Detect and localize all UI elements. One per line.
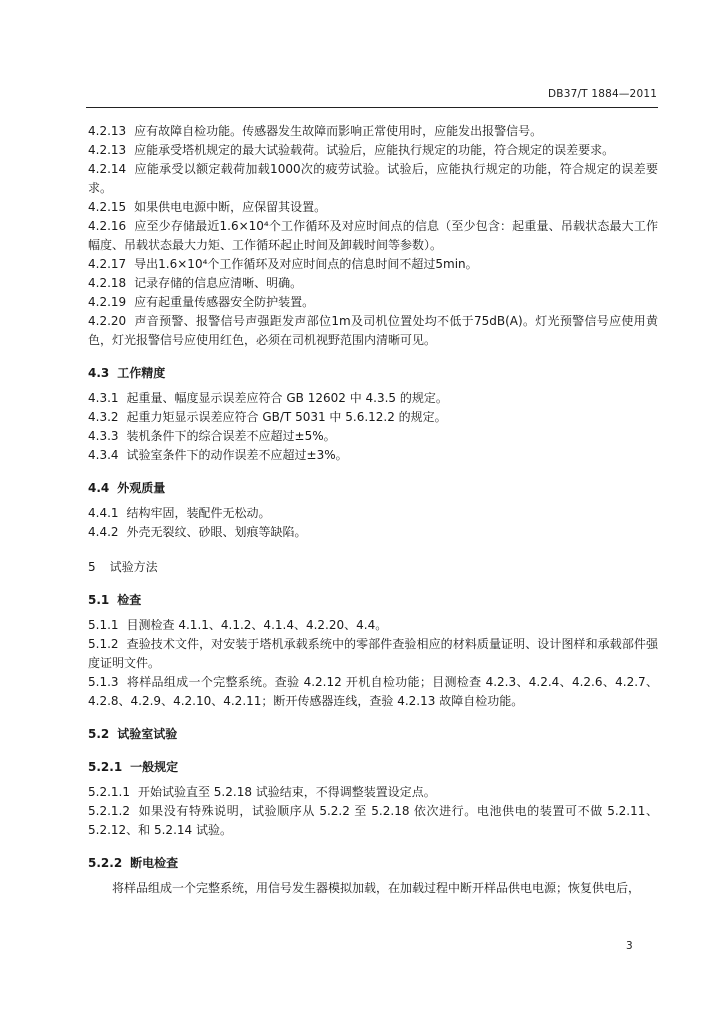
heading-number: 5.2.1: [88, 760, 123, 774]
clause-number: 5.2.1.1: [88, 785, 130, 799]
section-heading-4-3: [88, 364, 658, 383]
clause-text: 应有故障自检功能。传感器发生故障而影响正常使用时，应能发出报警信号。: [134, 124, 543, 138]
paragraph-5-2-2: 将样品组成一个完整系统，用信号发生器模拟加载，在加载过程中断开样品供电电源；恢复供电后，: [112, 881, 641, 895]
clause-text: 试验室条件下的动作误差不应超过±3%。: [126, 448, 348, 462]
clause-text: 应能承受以额定载荷加载1000次的疲劳试验。试验后，应能执行规定的功能，符合规定的误差要求。: [88, 162, 658, 195]
clause-text: 导出1.6×10⁴个工作循环及对应时间点的信息时间不超过5min。: [134, 257, 478, 271]
clause-4-3-4: [88, 446, 658, 465]
heading-number: 5.2: [88, 727, 110, 741]
clause-number: 4.2.14: [88, 162, 127, 176]
clause-number: 5.2.1.2: [88, 804, 130, 818]
clause-4-3-1: [88, 389, 658, 408]
clause-4-3-3: [88, 427, 658, 446]
clause-text: 应能承受塔机规定的最大试验载荷。试验后，应能执行规定的功能，符合规定的误差要求。: [134, 143, 615, 157]
clause-number: 4.4.1: [88, 506, 119, 520]
header-rule: [86, 107, 658, 108]
clause-5-2-1-2: [88, 802, 658, 840]
heading-number: 5: [88, 560, 96, 574]
clause-number: 4.3.4: [88, 448, 119, 462]
section-heading-5-2-2: [88, 854, 658, 873]
heading-text: 工作精度: [117, 366, 166, 380]
heading-text: 试验方法: [109, 560, 158, 574]
clause-4-2-20: [88, 312, 658, 350]
heading-text: 检查: [117, 593, 142, 607]
clause-text: 起重量、幅度显示误差应符合 GB 12602 中 4.3.5 的规定。: [126, 391, 448, 405]
clause-4-4-2: [88, 523, 658, 542]
heading-number: 4.4: [88, 481, 110, 495]
clause-number: 4.2.13: [88, 143, 127, 157]
clause-number: 4.2.20: [88, 314, 127, 328]
heading-number: 5.1: [88, 593, 110, 607]
clause-4-4-1: [88, 504, 658, 523]
clause-number: 4.2.19: [88, 295, 127, 309]
clause-text: 查验技术文件，对安装于塔机承载系统中的零部件查验相应的材料质量证明、设计图样和承载部件强度证明文件。: [88, 637, 658, 670]
clause-number: 4.3.3: [88, 429, 119, 443]
clause-text: 结构牢固，装配件无松动。: [126, 506, 271, 520]
document-body: [88, 122, 658, 898]
clause-number: 4.3.2: [88, 410, 119, 424]
clause-text: 如果供电电源中断，应保留其设置。: [134, 200, 327, 214]
clause-number: 4.2.15: [88, 200, 127, 214]
heading-text: 试验室试验: [117, 727, 178, 741]
clause-5-2-1-1: [88, 783, 658, 802]
clause-number: 4.3.1: [88, 391, 119, 405]
clause-number: 5.1.2: [88, 637, 119, 651]
clause-number: 5.1.1: [88, 618, 119, 632]
section-heading-5-2: [88, 725, 658, 744]
clause-4-2-17: [88, 255, 658, 274]
page-number: 3: [626, 940, 633, 952]
clause-number: 4.2.16: [88, 219, 127, 233]
clause-5-1-3: [88, 673, 658, 711]
clause-text: 开始试验直至 5.2.18 试验结束，不得调整装置设定点。: [137, 785, 436, 799]
heading-text: 一般规定: [130, 760, 179, 774]
clause-4-2-15: [88, 198, 658, 217]
clause-number: 5.1.3: [88, 675, 119, 689]
section-heading-4-4: [88, 479, 658, 498]
clause-text: 起重力矩显示误差应符合 GB/T 5031 中 5.6.12.2 的规定。: [126, 410, 447, 424]
clause-4-2-13a: [88, 122, 658, 141]
clause-4-2-16: [88, 217, 658, 255]
clause-4-2-18: [88, 274, 658, 293]
heading-number: 5.2.2: [88, 856, 123, 870]
clause-text: 声音预警、报警信号声强距发声部位1m及司机位置处均不低于75dB(A)。灯光预警信号应使用黄色，灯光报警信号应使用红色，必须在司机视野范围内清晰可见。: [88, 314, 658, 347]
chapter-heading-5: [88, 558, 658, 577]
clause-4-2-14: [88, 160, 658, 198]
clause-text: 目测检查 4.1.1、4.1.2、4.1.4、4.2.20、4.4。: [126, 618, 388, 632]
clause-4-2-19: [88, 293, 658, 312]
clause-5-1-2: [88, 635, 658, 673]
clause-text: 应至少存储最近1.6×10⁴个工作循环及对应时间点的信息（至少包含：起重量、吊载状态最大工作幅度、吊载状态最大力矩、工作循环起止时间及卸载时间等参数）。: [88, 219, 658, 252]
section-heading-5-1: [88, 591, 658, 610]
clause-text: 装机条件下的综合误差不应超过±5%。: [126, 429, 336, 443]
heading-text: 外观质量: [117, 481, 166, 495]
clause-text: 外壳无裂纹、砂眼、划痕等缺陷。: [126, 525, 307, 539]
clause-number: 4.2.18: [88, 276, 127, 290]
clause-text: 如果没有特殊说明，试验顺序从 5.2.2 至 5.2.18 依次进行。电池供电的装置可不做 5.2.11、5.2.12、和 5.2.14 试验。: [88, 804, 658, 837]
clause-5-1-1: [88, 616, 658, 635]
clause-text: 将样品组成一个完整系统。查验 4.2.12 开机自检功能；目测检查 4.2.3、4.2.4、4.2.6、4.2.7、4.2.8、4.2.9、4.2.10、4.2.11；断开传感器连线，查验 4.2.13 故障自检功能。: [88, 675, 658, 708]
clause-text: 记录存储的信息应清晰、明确。: [134, 276, 303, 290]
clause-4-2-13b: [88, 141, 658, 160]
clause-4-3-2: [88, 408, 658, 427]
clause-text: 应有起重量传感器安全防护装置。: [134, 295, 315, 309]
section-heading-5-2-1: [88, 758, 658, 777]
heading-number: 4.3: [88, 366, 110, 380]
standard-code: DB37/T 1884—2011: [548, 88, 658, 100]
heading-text: 断电检查: [130, 856, 179, 870]
clause-number: 4.2.13: [88, 124, 127, 138]
clause-number: 4.2.17: [88, 257, 127, 271]
clause-number: 4.4.2: [88, 525, 119, 539]
